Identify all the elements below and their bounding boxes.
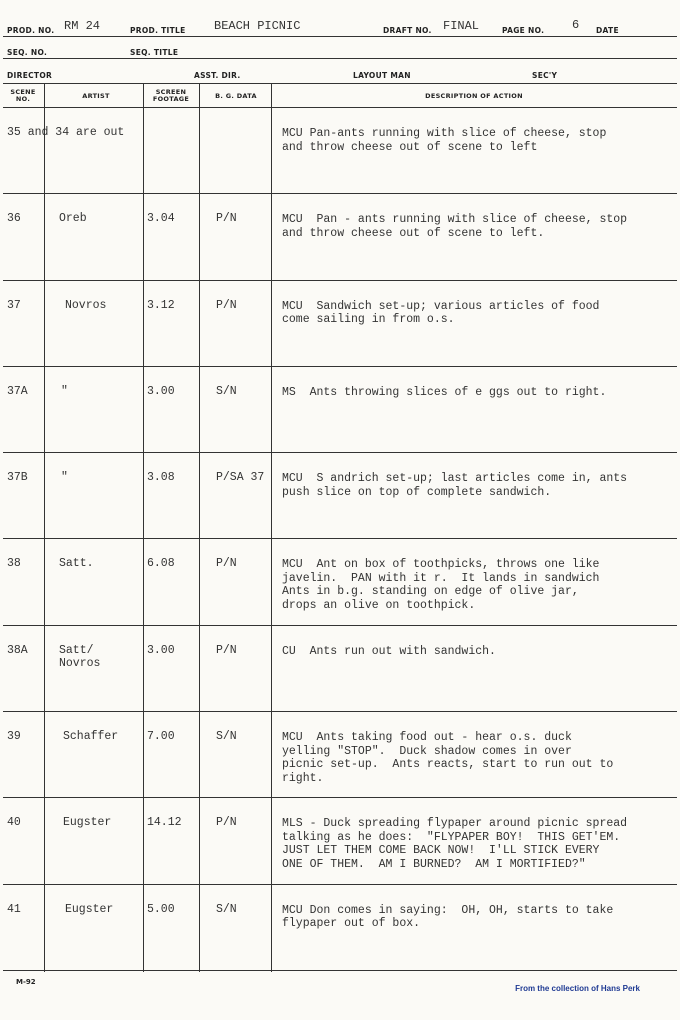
scene-number: 35 and 34 are out (7, 126, 125, 139)
action-description: MCU Pan-ants running with slice of cheese, stop and throw cheese out of scene to left (282, 127, 607, 154)
screen-footage: 14.12 (147, 816, 182, 830)
scene-number: 37B (7, 471, 28, 485)
action-description: MCU Pan - ants running with slice of cheese, stop and throw cheese out of scene to left. (282, 213, 628, 240)
table-row (3, 626, 677, 712)
director-label: DIRECTOR (7, 71, 53, 80)
action-description: CU Ants run out with sandwich. (282, 644, 496, 658)
scene-number: 37 (7, 298, 21, 312)
draft-no-value: FINAL (443, 19, 480, 33)
artist-name: Schaffer (63, 730, 119, 744)
scene-number: 38A (7, 643, 28, 657)
table-row (3, 108, 677, 194)
layout-man-label: LAYOUT MAN (353, 71, 411, 80)
artist-name: Satt/ Novros (59, 643, 101, 671)
header-rule-2 (3, 58, 677, 59)
prod-no-value: RM 24 (64, 19, 101, 33)
action-description: MCU Sandwich set-up; various articles of food come sailing in from o.s. (282, 299, 600, 327)
bg-data: S/N (216, 384, 237, 398)
action-description: MCU Ant on box of toothpicks, throws one like javelin. PAN with it r. It lands in sandwich Ants in b.g. standing on edge of olive jar, drops an olive on toothpick. (282, 558, 600, 612)
screen-footage: 3.00 (147, 643, 175, 657)
seq-title-label: SEQ. TITLE (130, 48, 179, 57)
bg-data: P/SA 37 (216, 471, 265, 485)
header-rule-3 (3, 83, 677, 84)
bg-data: P/N (216, 298, 237, 312)
scene-number: 40 (7, 816, 21, 830)
table-row (3, 367, 677, 453)
screen-footage: 6.08 (147, 557, 175, 571)
header-rule-1 (3, 36, 677, 37)
seq-no-label: SEQ. NO. (7, 48, 48, 57)
scene-table (3, 108, 677, 971)
prod-no-label: PROD. NO. (7, 26, 55, 35)
draft-no-label: DRAFT NO. (383, 26, 432, 35)
screen-footage: 5.00 (147, 902, 175, 916)
screen-footage: 3.00 (147, 384, 175, 398)
form-code: M-92 (16, 978, 36, 986)
table-row (3, 453, 677, 539)
artist-name: Satt. (59, 557, 94, 571)
scene-number: 39 (7, 730, 21, 744)
col-head-bg: B. G. DATA (215, 91, 257, 100)
table-row (3, 194, 677, 280)
collection-credit: From the collection of Hans Perk (515, 984, 640, 993)
scene-number: 41 (7, 902, 21, 916)
action-description: MCU Don comes in saying: OH, OH, starts to take flypaper out of box. (282, 903, 614, 931)
page-no-label: PAGE NO. (502, 26, 545, 35)
col-head-artist: ARTIST (82, 91, 110, 100)
action-description: MLS - Duck spreading flypaper around picnic spread talking as he does: "FLYPAPER BOY! THIS GET'EM. JUST LET THEM COME BACK NOW! I'LL STICK EVERY ONE OF THEM. AM I BURNED? AM I MORTIFIED?" (282, 817, 628, 871)
table-row (3, 281, 677, 367)
bg-data: S/N (216, 730, 237, 744)
bg-data: P/N (216, 212, 237, 226)
artist-name: Oreb (59, 212, 87, 226)
screen-footage: 3.12 (147, 298, 175, 312)
artist-name: " (61, 384, 68, 398)
artist-name: " (61, 471, 68, 485)
bg-data: P/N (216, 557, 237, 571)
bg-data: S/N (216, 902, 237, 916)
screen-footage: 3.04 (147, 212, 175, 226)
col-head-desc: DESCRIPTION OF ACTION (425, 91, 523, 100)
col-head-footage: SCREEN FOOTAGE (152, 88, 190, 103)
bg-data: P/N (216, 643, 237, 657)
table-row (3, 798, 677, 884)
action-description: MCU S andrich set-up; last articles come in, ants push slice on top of complete sandwich. (282, 472, 628, 499)
screen-footage: 3.08 (147, 471, 175, 485)
bg-data: P/N (216, 816, 237, 830)
screen-footage: 7.00 (147, 730, 175, 744)
asst-dir-label: ASST. DIR. (194, 71, 241, 80)
scene-number: 36 (7, 212, 21, 226)
secy-label: SEC'Y (532, 71, 558, 80)
date-label: DATE (596, 26, 619, 35)
prod-title-label: PROD. TITLE (130, 26, 186, 35)
action-description: MCU Ants taking food out - hear o.s. duck yelling "STOP". Duck shadow comes in over picnic set-up. Ants reacts, start to run out to right. (282, 731, 614, 785)
artist-name: Novros (65, 298, 107, 312)
scene-number: 37A (7, 384, 28, 398)
scene-number: 38 (7, 557, 21, 571)
table-row (3, 885, 677, 971)
table-row (3, 539, 677, 625)
col-head-scene: SCENE NO. (10, 88, 36, 103)
prod-title-value: BEACH PICNIC (214, 19, 301, 33)
artist-name: Eugster (65, 902, 114, 916)
table-row (3, 712, 677, 798)
artist-name: Eugster (63, 816, 112, 830)
action-description: MS Ants throwing slices of e ggs out to right. (282, 385, 607, 399)
page-no-value: 6 (572, 18, 580, 32)
